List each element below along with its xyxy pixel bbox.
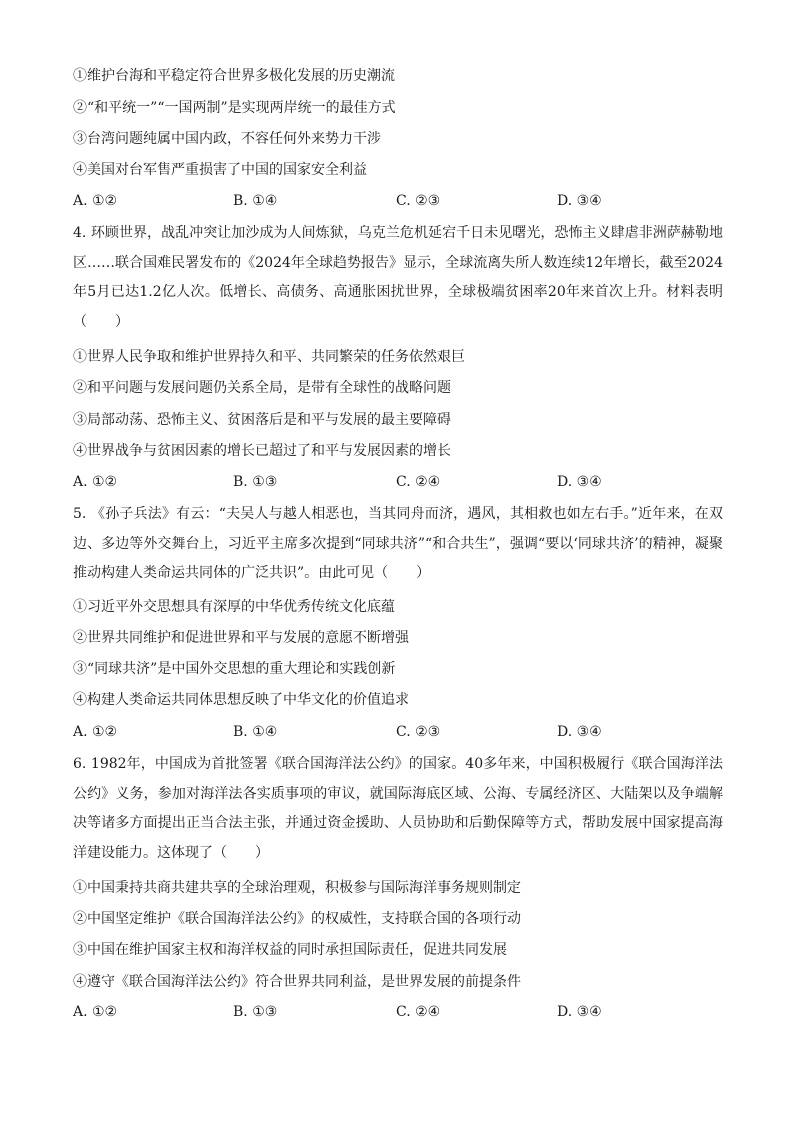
q4-choice-a[interactable]: A. ①② [73, 474, 118, 490]
q6-choice-a[interactable]: A. ①② [73, 1004, 118, 1020]
q3-option-1: ①维护台海和平稳定符合世界多极化发展的历史潮流 [73, 68, 395, 84]
q5-option-3: ③“同球共济”是中国外交思想的重大理论和实践创新 [73, 661, 396, 677]
q6-stem: 6. 1982年，中国成为首批签署《联合国海洋法公约》的国家。40多年来，中国积极履行《联合国海洋法公约》义务，参加对海洋法各实质事项的审议，就国际海底区域、公海、专属经济区、大陆架以及争端解决等诸多方面提出正当合法主张，并通过资金援助、人员协助和后勤保障等方式，帮助发展中国家提高海洋建设能力。这体现了（ ） [73, 756, 723, 861]
q6-choice-b[interactable]: B. ①③ [233, 1004, 278, 1020]
q3-choice-b[interactable]: B. ①④ [233, 193, 278, 209]
q5-choice-c[interactable]: C. ②③ [396, 724, 441, 740]
q4-choice-d[interactable]: D. ③④ [557, 474, 602, 490]
q6-option-2: ②中国坚定维护《联合国海洋法公约》的权威性，支持联合国的各项行动 [73, 911, 521, 927]
q3-option-2: ②“和平统一”“一国两制”是实现两岸统一的最佳方式 [73, 100, 396, 116]
q4-choice-c[interactable]: C. ②④ [396, 474, 441, 490]
q6-option-1: ①中国秉持共商共建共享的全球治理观，积极参与国际海洋事务规则制定 [73, 880, 521, 896]
q5-choice-b[interactable]: B. ①④ [233, 724, 278, 740]
q4-option-2: ②和平问题与发展问题仍关系全局，是带有全球性的战略问题 [73, 380, 451, 396]
q3-choice-d[interactable]: D. ③④ [557, 193, 602, 209]
q6-option-4: ④遵守《联合国海洋法公约》符合世界共同利益，是世界发展的前提条件 [73, 974, 521, 990]
q5-choice-a[interactable]: A. ①② [73, 724, 118, 740]
q5-choices [73, 722, 723, 742]
q5-option-1: ①习近平外交思想具有深厚的中华优秀传统文化底蕴 [73, 599, 395, 615]
q4-option-3: ③局部动荡、恐怖主义、贫困落后是和平与发展的最主要障碍 [73, 412, 451, 428]
q6-choice-d[interactable]: D. ③④ [557, 1004, 602, 1020]
q5-option-2: ②世界共同维护和促进世界和平与发展的意愿不断增强 [73, 630, 409, 646]
q4-choices [73, 472, 723, 492]
q4-option-1: ①世界人民争取和维护世界持久和平、共同繁荣的任务依然艰巨 [73, 349, 465, 365]
q6-choices [73, 1002, 723, 1022]
q5-stem: 5. 《孙子兵法》有云：“夫吴人与越人相恶也，当其同舟而济，遇风，其相救也如左右手。”近年来，在双边、多边等外交舞台上，习近平主席多次提到“同球共济”“和合共生”，强调“要以‘同球共济’的精神，凝聚推动构建人类命运共同体的广泛共识”。由此可见（ ） [73, 506, 723, 582]
q3-choice-a[interactable]: A. ①② [73, 193, 118, 209]
q5-choice-d[interactable]: D. ③④ [557, 724, 602, 740]
q3-choice-c[interactable]: C. ②③ [396, 193, 441, 209]
q4-stem: 4. 环顾世界，战乱冲突让加沙成为人间炼狱，乌克兰危机延宕千日未见曙光，恐怖主义肆虐非洲萨赫勒地区……联合国难民署发布的《2024年全球趋势报告》显示，全球流离失所人数连续12年增长，截至2024年5月已达1.2亿人次。低增长、高债务、高通胀困扰世界，全球极端贫困率20年来首次上升。材料表明（ ） [73, 225, 723, 330]
q5-option-4: ④构建人类命运共同体思想反映了中华文化的价值追求 [73, 692, 409, 708]
q6-choice-c[interactable]: C. ②④ [396, 1004, 441, 1020]
q3-option-4: ④美国对台军售严重损害了中国的国家安全利益 [73, 162, 367, 178]
q4-choice-b[interactable]: B. ①③ [233, 474, 278, 490]
q3-option-3: ③台湾问题纯属中国内政，不容任何外来势力干涉 [73, 131, 381, 147]
q6-option-3: ③中国在维护国家主权和海洋权益的同时承担国际责任，促进共同发展 [73, 942, 507, 958]
q3-choices [73, 191, 723, 211]
q4-option-4: ④世界战争与贫困因素的增长已超过了和平与发展因素的增长 [73, 443, 451, 459]
